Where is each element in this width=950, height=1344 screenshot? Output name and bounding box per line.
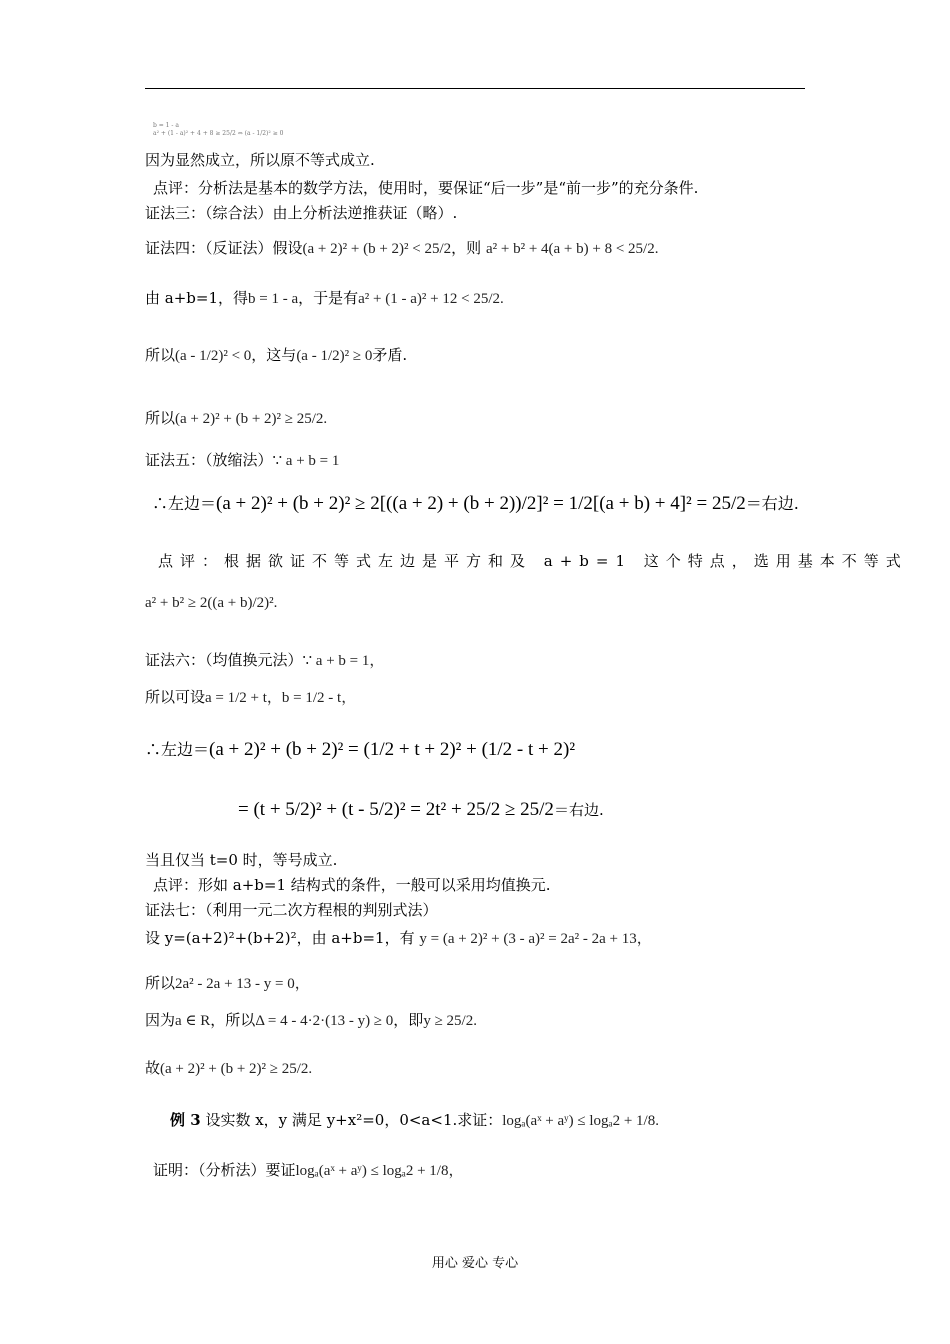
page-footer: 用心 爱心 专心 — [431, 1256, 519, 1271]
remark-line: 点评：根据欲证不等式左边是平方和及 a+b=1 这个特点，选用基本不等式 — [158, 552, 908, 570]
text-line: 由 a+b=1，得b = 1 - a，于是有a² + (1 - a)² + 12 < 25/2. — [145, 289, 504, 307]
text-line: 当且仅当 t=0 时，等号成立. — [145, 851, 338, 869]
proof-six-line: 证法六：（均值换元法）∵ a + b = 1， — [145, 651, 385, 669]
tiny-formula: b = 1 - a a² + (1 - a)² + 4 + 8 ≥ 25/2 ⇔ (a - 1/2)² ≥ 0 — [153, 122, 284, 137]
text-line: 所以(a - 1/2)² < 0，这与(a - 1/2)² ≥ 0矛盾. — [145, 346, 408, 364]
proof-line: 证明：（分析法）要证logₐ(aˣ + aʸ) ≤ logₐ2 + 1/8， — [153, 1161, 464, 1179]
header-rule — [145, 88, 805, 89]
text-line: 证法三：（综合法）由上分析法逆推获证（略）. — [145, 204, 458, 222]
proof-seven-line: 证法七：（利用一元二次方程根的判别式法） — [145, 901, 438, 919]
text-line: 故(a + 2)² + (b + 2)² ≥ 25/2. — [145, 1059, 313, 1077]
proof-five-line: 证法五：（放缩法）∵ a + b = 1 — [145, 451, 340, 469]
text-line: 因为显然成立，所以原不等式成立. — [145, 151, 375, 169]
text-line: a² + b² ≥ 2((a + b)/2)². — [145, 595, 278, 611]
text-line: 所以可设a = 1/2 + t，b = 1/2 - t， — [145, 688, 357, 706]
remark-line: 点评：分析法是基本的数学方法，使用时，要保证“后一步”是“前一步”的充分条件. — [153, 179, 699, 197]
proof-five-formula: ∴左边＝(a + 2)² + (b + 2)² ≥ 2[((a + 2) + (b + 2))/2]² = 1/2[(a + b) + 4]² = 25/2＝右边. — [152, 493, 799, 514]
proof-six-formula: ∴左边＝(a + 2)² + (b + 2)² = (1/2 + t + 2)² + (1/2 - t + 2)² — [145, 739, 576, 760]
text-line: 因为a ∈ R，所以Δ = 4 - 4·2·(13 - y) ≥ 0，即y ≥ 25/2. — [145, 1011, 477, 1029]
text-line: 设 y=(a+2)²+(b+2)²，由 a+b=1，有 y = (a + 2)² + (3 - a)² = 2a² - 2a + 13， — [145, 929, 652, 947]
text-line: 所以(a + 2)² + (b + 2)² ≥ 25/2. — [145, 409, 328, 427]
proof-six-formula: = (t + 5/2)² + (t - 5/2)² = 2t² + 25/2 ≥ 25/2＝右边. — [238, 799, 604, 820]
text-line: 所以2a² - 2a + 13 - y = 0， — [145, 974, 310, 992]
example-three-line: 例 3 设实数 x，y 满足 y+x²=0，0<a<1.求证：logₐ(aˣ + aʸ) ≤ logₐ2 + 1/8. — [170, 1111, 659, 1129]
remark-line: 点评：形如 a+b=1 结构式的条件，一般可以采用均值换元. — [153, 876, 551, 894]
proof-four-line: 证法四：（反证法）假设(a + 2)² + (b + 2)² < 25/2，则 a² + b² + 4(a + b) + 8 < 25/2. — [145, 239, 659, 257]
